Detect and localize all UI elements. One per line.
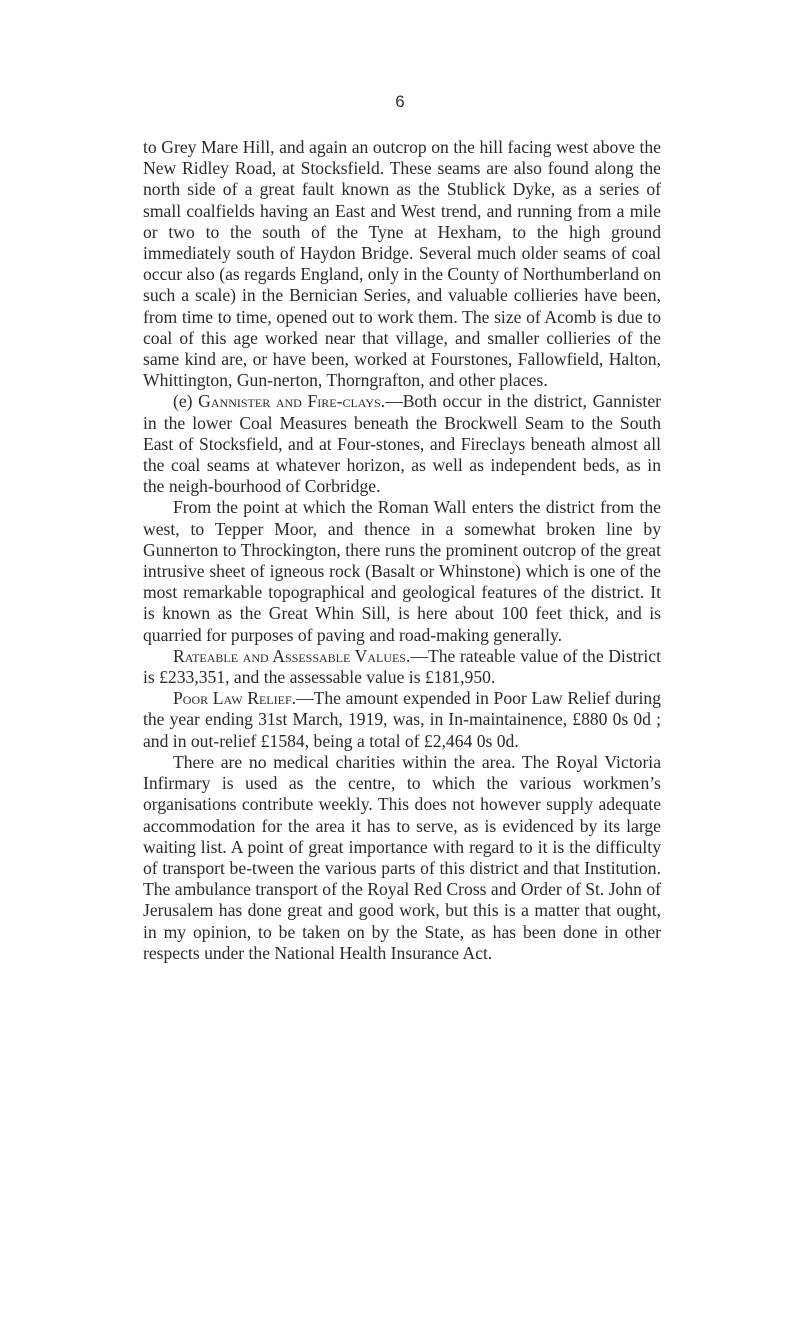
section-heading-rateable: Rateable and Assessable Values.: [173, 645, 411, 666]
paragraph-medical-charities: There are no medical charities within the area. The Royal Victoria Infirmary is used as the centre, to which the various workmen’s organisations contribute weekly. This does not however supply adequate accommodation for the area it has to serve, as is evidenced by its large waiting list. A point of great importance with regard to it is the difficulty of transport be-tween the various parts of this district and that Institution. The ambulance transport of the Royal Red Cross and Order of St. John of Jerusalem has done great and good work, but this is a matter that ought, in my opinion, to be taken on by the State, as has been done in other respects under the National Health Insurance Act.: [143, 751, 661, 963]
paragraph-coal-seams: to Grey Mare Hill, and again an outcrop on the hill facing west above the New Ridley Road, at Stocksfield. These seams are also found along the north side of a great fault known as the Stublick Dyke, as a series of small coalfields having an East and West trend, and running from a mile or two to the south of the Tyne at Hexham, to the high ground immediately south of Haydon Bridge. Several much older seams of coal occur also (as regards England, only in the County of Northumberland on such a scale) in the Bernician Series, and valuable collieries have been, from time to time, opened out to work them. The size of Acomb is due to coal of this age worked near that village, and smaller collieries of the same kind are, or have been, worked at Fourstones, Fallowfield, Halton, Whittington, Gun-nerton, Thorngrafton, and other places.: [143, 137, 661, 391]
section-heading-gannister: Gannister and Fire-clays.: [198, 391, 386, 412]
section-label: (e): [173, 391, 193, 412]
section-body-poor-law: —The amount expended in Poor Law Relief during the year ending 31st March, 1919, was, in In-maintainence, £880 0s 0d ; and in out-relief £1584, being a total of £2,464 0s 0d.: [143, 688, 661, 751]
paragraph-gannister: [143, 391, 661, 497]
paragraph-whin-sill: From the point at which the Roman Wall enters the district from the west, to Tepper Moor, and thence in a somewhat broken line by Gunnerton to Throckington, there runs the prominent outcrop of the great intrusive sheet of igneous rock (Basalt or Whinstone) which is one of the most remarkable topographical and geological features of the district. It is known as the Great Whin Sill, is here about 100 feet thick, and is quarried for purposes of paving and road-making generally.: [143, 497, 661, 645]
paragraph-rateable-values: [143, 646, 661, 688]
body-text: [143, 137, 661, 964]
paragraph-poor-law: [143, 688, 661, 752]
section-heading-poor-law: Poor Law Relief.: [173, 688, 297, 709]
section-body-rateable: —The rateable value of the District is £233,351, and the assessable value is £181,950.: [143, 645, 661, 688]
page-number: 6: [395, 92, 405, 111]
section-body-gannister: —Both occur in the district, Gannister in the lower Coal Measures beneath the Brockwell Seam to the South East of Stocksfield, and at Four-stones, and Fireclays beneath almost all the coal seams at whatever horizon, as well as independent beds, as in the neigh-bourhood of Corbridge.: [143, 391, 661, 497]
